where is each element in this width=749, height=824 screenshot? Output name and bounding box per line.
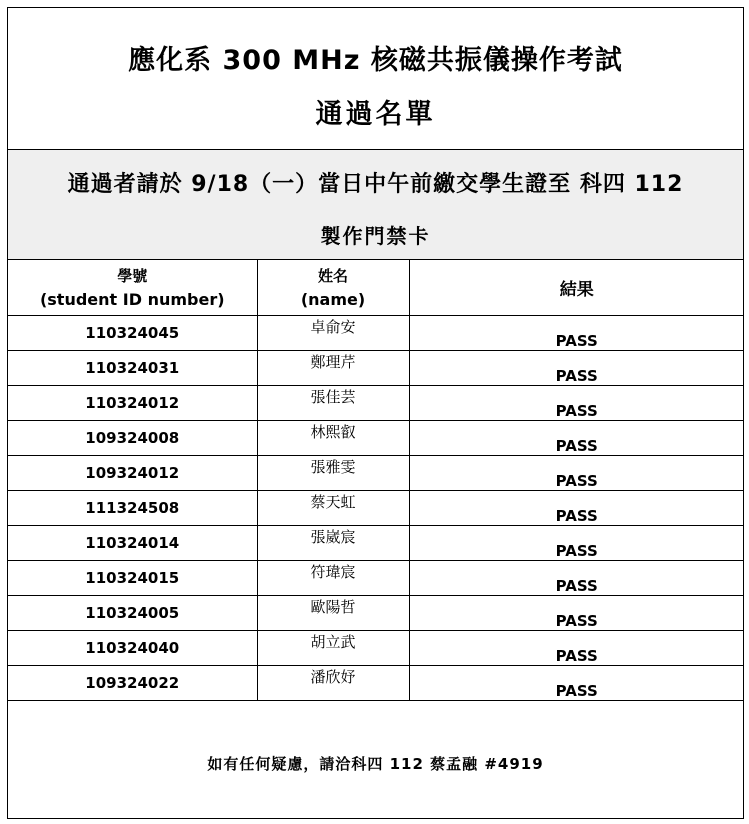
- name-header-cn: 姓名: [317, 266, 348, 285]
- result-cell: PASS: [409, 456, 744, 491]
- result-cell: PASS: [409, 666, 744, 701]
- table-row: [8, 316, 744, 351]
- list-title: 通過名單: [315, 99, 436, 130]
- student-name-cell: 張雅雯: [257, 456, 409, 491]
- name-header: [257, 260, 409, 316]
- contact-footer: 如有任何疑慮，請洽科四 112 蔡孟融 #4919: [207, 755, 544, 773]
- table-row: [8, 386, 744, 421]
- student-id-cell: 110324045: [8, 316, 257, 351]
- student-id-cell: 109324022: [8, 666, 257, 701]
- student-name-cell: 胡立武: [257, 631, 409, 666]
- student-name-cell: 林熙叡: [257, 421, 409, 456]
- student-id-cell: 110324015: [8, 561, 257, 596]
- table-row: [8, 666, 744, 701]
- student-id-header-cn: 學號: [117, 266, 148, 285]
- student-id-cell: 110324005: [8, 596, 257, 631]
- results-table: [8, 259, 744, 701]
- result-cell: PASS: [409, 596, 744, 631]
- student-id-cell: 110324040: [8, 631, 257, 666]
- student-id-cell: 110324031: [8, 351, 257, 386]
- student-id-header: [8, 260, 257, 316]
- table-row: [8, 596, 744, 631]
- student-name-cell: 符瑋宸: [257, 561, 409, 596]
- result-cell: PASS: [409, 631, 744, 666]
- exam-title: 應化系 300 MHz 核磁共振儀操作考試: [128, 45, 623, 76]
- student-id-cell: 110324014: [8, 526, 257, 561]
- name-header-en: (name): [300, 289, 366, 309]
- table-row: [8, 561, 744, 596]
- result-cell: PASS: [409, 421, 744, 456]
- title-block: [8, 8, 743, 150]
- student-name-cell: 蔡天虹: [257, 491, 409, 526]
- result-cell: PASS: [409, 316, 744, 351]
- table-header-row: [8, 260, 744, 316]
- table-row: [8, 631, 744, 666]
- table-row: [8, 421, 744, 456]
- table-row: [8, 526, 744, 561]
- result-cell: PASS: [409, 386, 744, 421]
- student-name-cell: 卓俞安: [257, 316, 409, 351]
- document-frame: [7, 7, 744, 819]
- student-name-cell: 潘欣妤: [257, 666, 409, 701]
- student-id-cell: 109324008: [8, 421, 257, 456]
- table-row: [8, 491, 744, 526]
- student-id-cell: 109324012: [8, 456, 257, 491]
- student-id-header-en: (student ID number): [39, 289, 225, 309]
- result-cell: PASS: [409, 526, 744, 561]
- student-name-cell: 歐陽哲: [257, 596, 409, 631]
- student-name-cell: 鄭理芹: [257, 351, 409, 386]
- student-id-cell: 111324508: [8, 491, 257, 526]
- notice-line-1: 通過者請於 9/18（一）當日中午前繳交學生證至 科四 112: [67, 172, 684, 197]
- result-header: 結果: [409, 260, 744, 316]
- student-id-cell: 110324012: [8, 386, 257, 421]
- student-name-cell: 張崴宸: [257, 526, 409, 561]
- notice-line-2: 製作門禁卡: [320, 224, 431, 248]
- table-row: [8, 351, 744, 386]
- result-cell: PASS: [409, 491, 744, 526]
- result-cell: PASS: [409, 351, 744, 386]
- notice-banner: [8, 149, 743, 260]
- student-name-cell: 張佳芸: [257, 386, 409, 421]
- table-row: [8, 456, 744, 491]
- result-cell: PASS: [409, 561, 744, 596]
